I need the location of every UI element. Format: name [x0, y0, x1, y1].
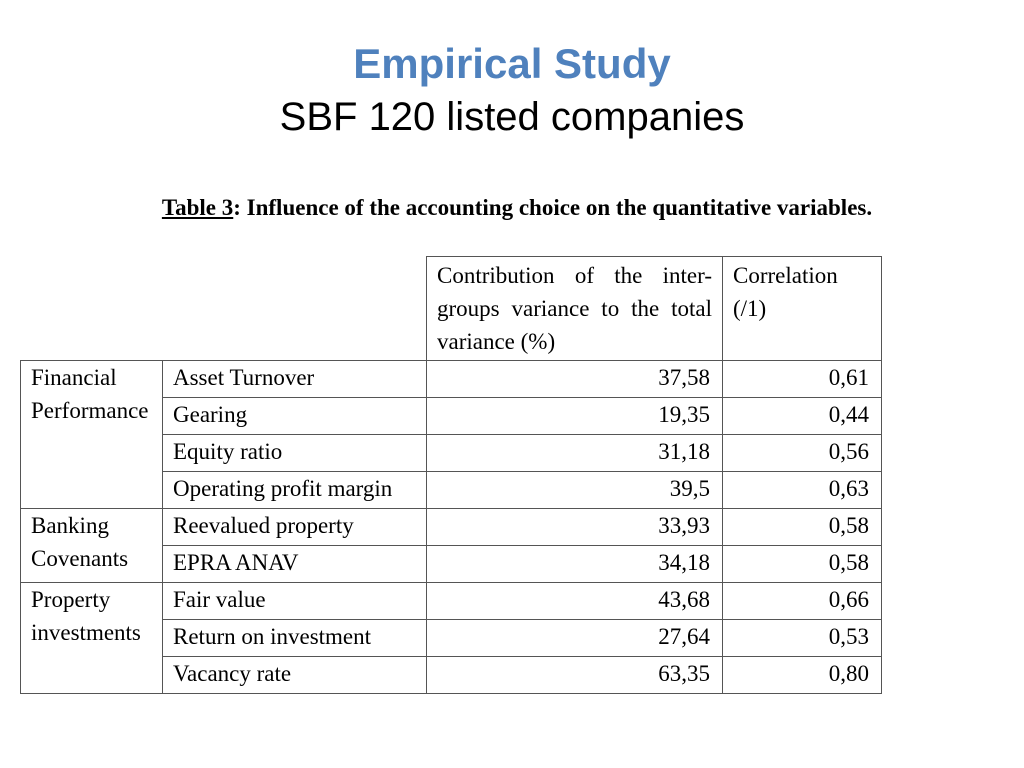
contribution-value: 43,68 [427, 583, 723, 620]
table-header-row [21, 257, 882, 361]
group-label: Financial Performance [21, 361, 163, 509]
table-caption-text: : Influence of the accounting choice on the quantitative variables. [233, 195, 873, 220]
header-blank-cell [21, 257, 163, 361]
variable-name: EPRA ANAV [163, 546, 427, 583]
slide-title: Empirical Study [353, 40, 671, 87]
table-caption-label: Table 3 [161, 195, 234, 220]
group-label: Property investments [21, 583, 163, 694]
contribution-value: 34,18 [427, 546, 723, 583]
contribution-value: 31,18 [427, 435, 723, 472]
table-row [21, 583, 882, 620]
correlation-value: 0,80 [723, 657, 882, 694]
table-caption [0, 194, 1024, 222]
slide-subtitle: SBF 120 listed companies [279, 95, 745, 139]
variable-name: Gearing [163, 398, 427, 435]
contribution-value: 37,58 [427, 361, 723, 398]
correlation-value: 0,58 [723, 546, 882, 583]
correlation-value: 0,66 [723, 583, 882, 620]
correlation-value: 0,56 [723, 435, 882, 472]
correlation-value: 0,61 [723, 361, 882, 398]
contribution-value: 39,5 [427, 472, 723, 509]
contribution-value: 33,93 [427, 509, 723, 546]
variable-name: Vacancy rate [163, 657, 427, 694]
variable-name: Operating profit margin [163, 472, 427, 509]
contribution-value: 27,64 [427, 620, 723, 657]
contribution-value: 63,35 [427, 657, 723, 694]
header-correlation: Correlation (/1) [723, 257, 882, 361]
group-label: Banking Covenants [21, 509, 163, 583]
correlation-value: 0,58 [723, 509, 882, 546]
results-table [20, 256, 882, 694]
header-blank-cell [163, 257, 427, 361]
variable-name: Equity ratio [163, 435, 427, 472]
variable-name: Reevalued property [163, 509, 427, 546]
header-contribution: Contribution of the inter-groups variance to the total variance (%) [427, 257, 723, 361]
correlation-value: 0,44 [723, 398, 882, 435]
variable-name: Return on investment [163, 620, 427, 657]
correlation-value: 0,63 [723, 472, 882, 509]
variable-name: Asset Turnover [163, 361, 427, 398]
variable-name: Fair value [163, 583, 427, 620]
correlation-value: 0,53 [723, 620, 882, 657]
table-row [21, 509, 882, 546]
table-row [21, 361, 882, 398]
contribution-value: 19,35 [427, 398, 723, 435]
